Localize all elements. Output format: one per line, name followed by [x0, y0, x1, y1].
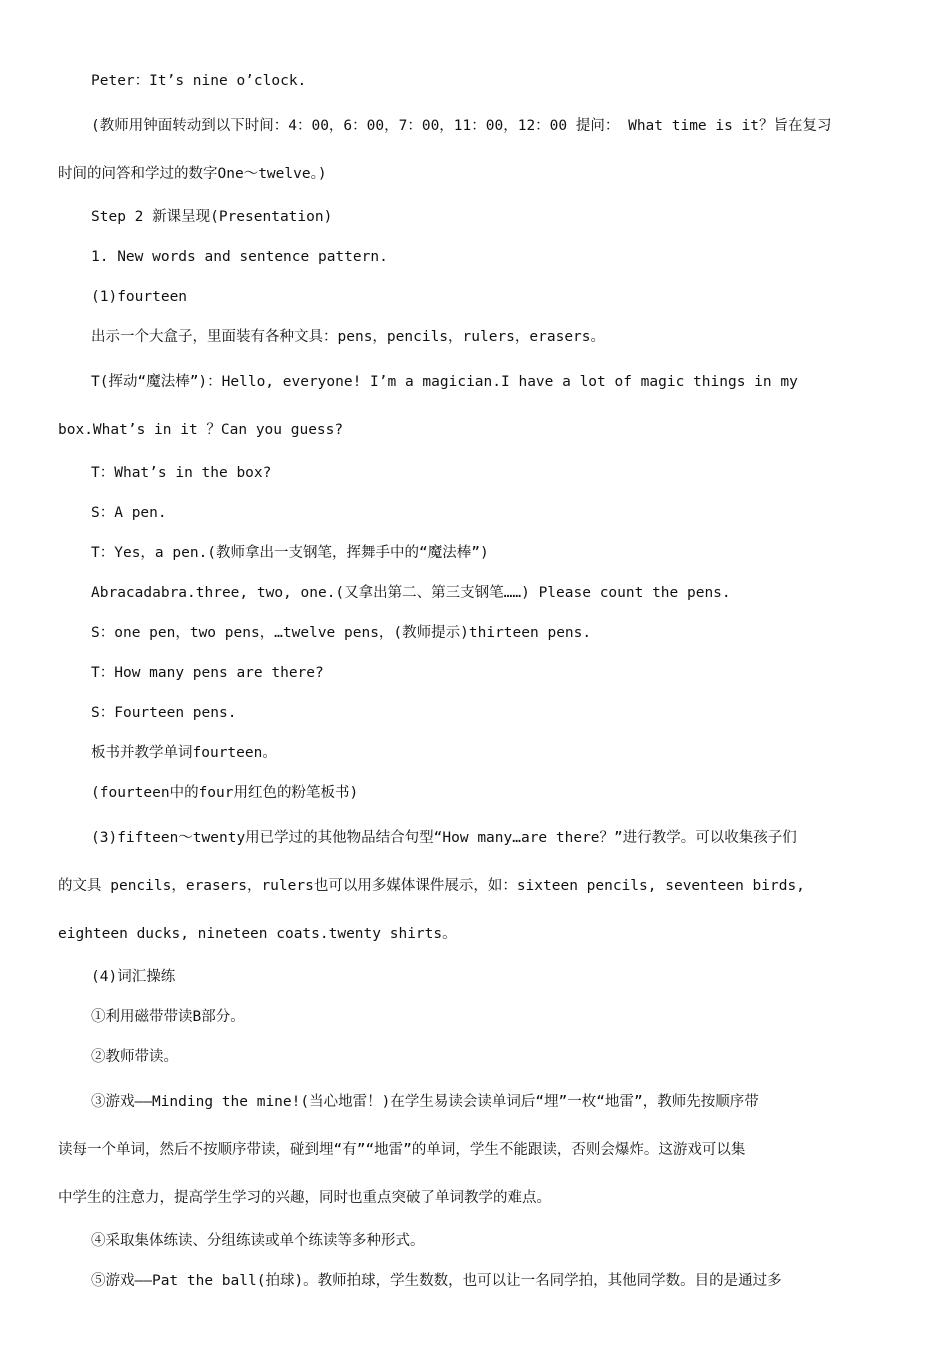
dialogue-line: S：A pen.: [91, 505, 167, 521]
subsection-heading: (4)词汇操练: [91, 969, 176, 985]
dialogue-line: T：Yes，a pen.(教师拿出一支钢笔，挥舞手中的“魔法棒”): [91, 545, 489, 561]
paragraph-line: eighteen ducks, nineteen coats.twenty shirts。: [58, 926, 457, 942]
list-item: ②教师带读。: [91, 1049, 178, 1065]
section-heading: 1. New words and sentence pattern.: [91, 249, 388, 265]
paragraph-line: 中学生的注意力，提高学生学习的兴趣，同时也重点突破了单词教学的难点。: [58, 1190, 551, 1206]
paragraph-line: (fourteen中的four用红色的粉笔板书): [91, 785, 359, 801]
paragraph-line: box.What’s in it ？Can you guess?: [58, 422, 344, 438]
paragraph-line: 时间的问答和学过的数字One～twelve。): [58, 166, 327, 182]
dialogue-line: T：What’s in the box?: [91, 465, 272, 481]
paragraph-line: 读每一个单词，然后不按顺序带读，碰到埋“有”“地雷”的单词，学生不能跟读，否则会爆炸。这游戏可以集: [58, 1142, 746, 1158]
paragraph-mine-game: [58, 1078, 892, 1222]
paragraph-magician: [58, 358, 892, 454]
step-heading: Step 2 新课呈现(Presentation): [91, 209, 333, 225]
paragraph-line: 出示一个大盒子，里面装有各种文具：pens，pencils，rulers，erasers。: [91, 329, 606, 345]
paragraph-clock-review: [58, 102, 892, 198]
paragraph-line: 的文具 pencils，erasers，rulers也可以用多媒体课件展示，如：sixteen pencils, seventeen birds,: [58, 878, 805, 894]
dialogue-line: S：Fourteen pens.: [91, 705, 237, 721]
list-item: ④采取集体练读、分组练读或单个练读等多种形式。: [91, 1233, 425, 1249]
dialogue-line: T：How many pens are there?: [91, 665, 324, 681]
subsection-heading: (1)fourteen: [91, 289, 188, 305]
list-item: ⑤游戏——Pat the ball(拍球)。教师拍球，学生数数，也可以让一名同学拍，其他同学数。目的是通过多: [91, 1273, 782, 1289]
paragraph-fifteen-twenty: [58, 814, 892, 958]
dialogue-line: Abracadabra.three, two, one.(又拿出第二、第三支钢笔……) Please count the pens.: [91, 585, 731, 601]
paragraph-line: 板书并教学单词fourteen。: [91, 745, 277, 761]
list-item: ③游戏——Minding the mine!(当心地雷！)在学生易读会读单词后“埋”一枚“地雷”，教师先按顺序带: [91, 1094, 759, 1110]
paragraph-line: (教师用钟面转动到以下时间：4：00，6：00，7：00，11：00，12：00 提问： What time is it？旨在复习: [91, 118, 832, 134]
dialogue-line: S：one pen，two pens，…twelve pens，(教师提示)thirteen pens.: [91, 625, 592, 641]
paragraph-line: (3)fifteen～twenty用已学过的其他物品结合句型“How many…are there？”进行教学。可以收集孩子们: [91, 830, 797, 846]
paragraph-line: T(挥动“魔法棒”)：Hello, everyone! I’m a magician.I have a lot of magic things in my: [91, 374, 798, 390]
list-item: ①利用磁带带读B部分。: [91, 1009, 245, 1025]
dialogue-line: Peter：It’s nine o’clock.: [91, 73, 307, 89]
